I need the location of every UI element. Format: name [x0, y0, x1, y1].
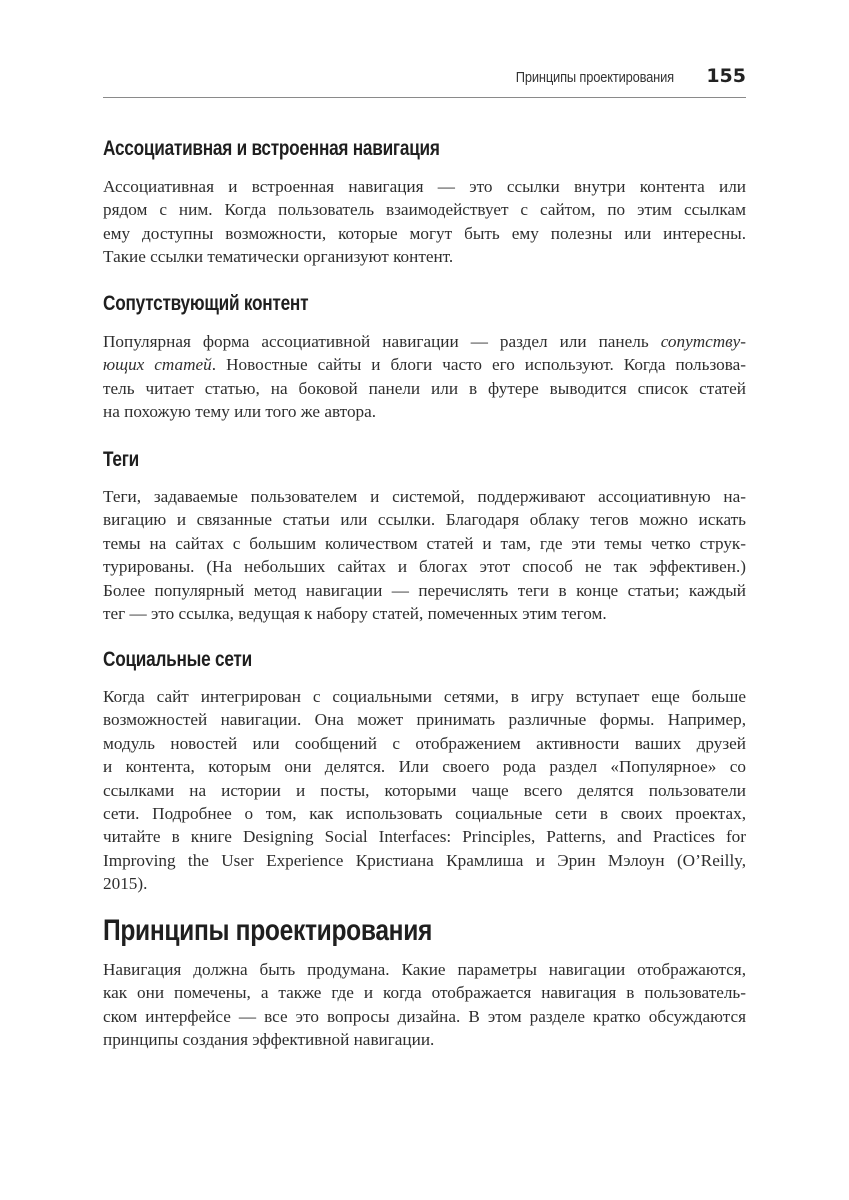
text-line: и контента, которым они делятся. Или своего рода раздел «Популярное» со [103, 757, 746, 777]
text-line: вигацию и связанные статьи или ссылки. Благодаря облаку тегов можно искать [103, 510, 746, 530]
text-line: Когда сайт интегрирован с социальными сетями, в игру вступает еще больше [103, 687, 746, 706]
text-line: Improving the User Experience Кристиана Крамлиша и Эрин Мэлоун (O’Reilly, [103, 850, 746, 870]
page-number: 155 [706, 65, 746, 87]
text-line [103, 330, 746, 353]
text-line: возможностей навигации. Она может принимать различные формы. Например, [103, 710, 746, 730]
text-line [103, 353, 746, 376]
text-line: 2015). [103, 874, 148, 894]
text-line: как они помечены, а также где и когда отображается навигация в пользователь- [103, 983, 746, 1003]
paragraph-design-principles [103, 958, 746, 1052]
text-line: Навигация должна быть продумана. Какие параметры навигации отображаются, [103, 960, 746, 979]
text-line: принципы создания эффективной навигации. [103, 1030, 435, 1050]
text-line: Ассоциативная и встроенная навигация — это ссылки внутри контента или [103, 177, 746, 196]
text-line: ему доступны возможности, которые могут быть ему полезны или интересны. [103, 223, 746, 243]
text-line: тель читает статью, на боковой панели или в футере выводится список статей [103, 378, 746, 398]
section-heading-social-networks: Социальные сети [103, 648, 252, 671]
paragraph-social-networks [103, 685, 746, 896]
chapter-section-heading-design-principles: Принципы проектирования [103, 914, 433, 947]
text-line: рядом с ним. Когда пользователь взаимодействует с сайтом, по этим ссылкам [103, 200, 746, 220]
text-run: . Новостные сайты и блоги часто его используют. Когда пользова- [211, 355, 746, 375]
paragraph-associative-navigation [103, 175, 746, 269]
header-rule [103, 97, 746, 98]
paragraph-related-content [103, 330, 746, 424]
text-line: турированы. (На небольших сайтах и блогах этот способ не так эффективен.) [103, 557, 746, 577]
running-header-title: Принципы проектирования [515, 69, 674, 86]
section-heading-associative-navigation: Ассоциативная и встроенная навигация [103, 137, 440, 160]
emphasis-term: ющих статей [103, 355, 212, 375]
text-line: ссылками на истории и посты, которыми чаще всего делятся пользователи [103, 780, 746, 800]
text-line: сети. Подробнее о том, как использовать социальные сети в своих проектах, [103, 803, 746, 823]
paragraph-tags [103, 485, 746, 625]
text-line: Теги, задаваемые пользователем и системой, поддерживают ассоциативную на- [103, 487, 746, 506]
text-line: на похожую тему или того же автора. [103, 402, 377, 422]
running-header [103, 64, 746, 94]
text-line: Более популярный метод навигации — перечислять теги в конце статьи; каждый [103, 580, 746, 600]
text-line: темы на сайтах с большим количеством статей и там, где эти темы четко струк- [103, 533, 746, 553]
text-line: читайте в книге Designing Social Interfaces: Principles, Patterns, and Practices for [103, 827, 746, 847]
text-line: модуль новостей или сообщений с отображением активности ваших друзей [103, 733, 746, 753]
text-line: ском интерфейсе — все это вопросы дизайна. В этом разделе кратко обсуждаются [103, 1006, 746, 1026]
text-run: Популярная форма ассоциативной навигации — раздел или панель [103, 332, 661, 351]
section-heading-tags: Теги [103, 448, 140, 471]
text-line: Такие ссылки тематически организуют контент. [103, 247, 454, 267]
section-heading-related-content: Сопутствующий контент [103, 292, 309, 315]
text-line: тег — это ссылка, ведущая к набору статей, помеченных этим тегом. [103, 603, 607, 623]
emphasis-term: сопутству- [660, 332, 746, 351]
